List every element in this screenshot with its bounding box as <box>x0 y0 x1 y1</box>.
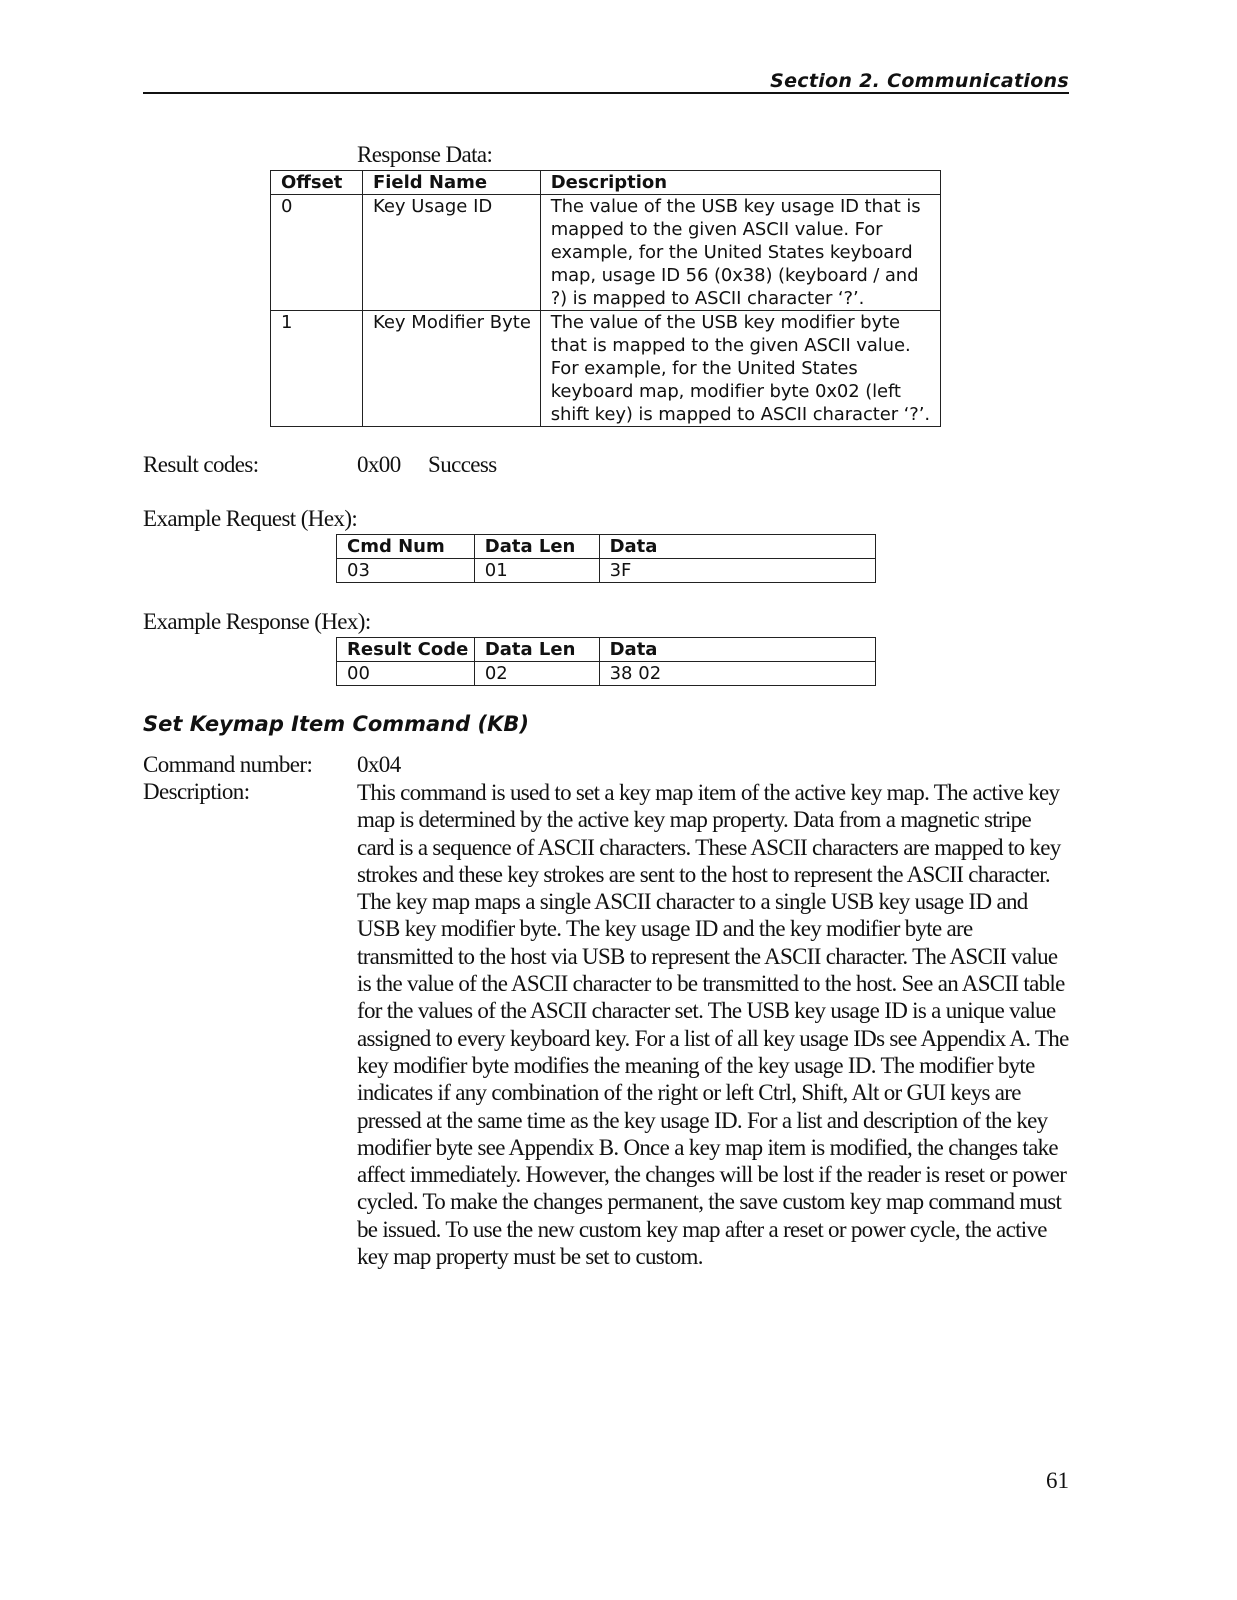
section-header: Section 2. Communications <box>770 70 1069 92</box>
field-name-cell: Key Modifier Byte <box>362 311 540 427</box>
response-data-table <box>270 170 941 427</box>
field-name-cell: Key Usage ID <box>362 195 540 311</box>
header-rule <box>143 92 1069 94</box>
offset-cell: 1 <box>271 311 363 427</box>
result-code-value: 0x00 <box>357 452 401 477</box>
response-data-caption: Response Data: <box>357 142 493 167</box>
table-cell: 00 <box>337 662 475 686</box>
description-cell: The value of the USB key usage ID that is mapped to the given ASCII value. For example, for the United States keyboard map, usage ID 56 (0x38) (keyboard / and ?) is mapped to ASCII character ‘?’. <box>540 195 940 311</box>
table-cell: 02 <box>474 662 599 686</box>
column-header: Data <box>599 638 875 662</box>
column-header: Data Len <box>474 535 599 559</box>
result-codes-label: Result codes: <box>143 452 259 477</box>
example-request-caption: Example Request (Hex): <box>143 506 358 531</box>
example-response-caption: Example Response (Hex): <box>143 609 371 634</box>
column-header: Field Name <box>362 171 540 195</box>
offset-cell: 0 <box>271 195 363 311</box>
column-header: Offset <box>271 171 363 195</box>
table-header-row <box>337 535 876 559</box>
command-number-label: Command number: <box>143 752 313 777</box>
result-code-meaning: Success <box>428 452 497 477</box>
column-header: Data <box>599 535 875 559</box>
table-row <box>337 662 876 686</box>
column-header: Description <box>540 171 940 195</box>
example-response-table <box>336 637 876 686</box>
description-label: Description: <box>143 779 250 804</box>
column-header: Result Code <box>337 638 475 662</box>
description-cell: The value of the USB key modifier byte that is mapped to the given ASCII value. For example, for the United States keyboard map, modifier byte 0x02 (left shift key) is mapped to ASCII character ‘?’. <box>540 311 940 427</box>
description-body: This command is used to set a key map item of the active key map. The active key map is determined by the active key map property. Data from a magnetic stripe card is a sequence of ASCII characters. These ASCII characters are mapped to key strokes and these key strokes are sent to the host to represent the ASCII character. The key map maps a single ASCII character to a single USB key usage ID and USB key modifier byte. The key usage ID and the key modifier byte are transmitted to the host via USB to represent the ASCII character. The ASCII value is the value of the ASCII character to be transmitted to the host. See an ASCII table for the values of the ASCII character set. The USB key usage ID is a unique value assigned to every keyboard key. For a list of all key usage IDs see Appendix A. The key modifier byte modifies the meaning of the key usage ID. The modifier byte indicates if any combination of the right or left Ctrl, Shift, Alt or GUI keys are pressed at the same time as the key usage ID. For a list and description of the key modifier byte see Appendix B. Once a key map item is modified, the changes take affect immediately. However, the changes will be lost if the reader is reset or power cycled. To make the changes permanent, the save custom key map command must be issued. To use the new custom key map after a reset or power cycle, the active key map property must be set to custom. <box>357 780 1069 1270</box>
table-row <box>337 559 876 583</box>
column-header: Data Len <box>474 638 599 662</box>
table-cell: 3F <box>599 559 875 583</box>
column-header: Cmd Num <box>337 535 475 559</box>
example-request-table <box>336 534 876 583</box>
page-number: 61 <box>1046 1468 1069 1493</box>
table-cell: 03 <box>337 559 475 583</box>
section-heading: Set Keymap Item Command (KB) <box>143 712 529 736</box>
table-cell: 38 02 <box>599 662 875 686</box>
table-row <box>271 311 941 427</box>
command-number-value: 0x04 <box>357 752 401 777</box>
table-cell: 01 <box>474 559 599 583</box>
table-row <box>271 195 941 311</box>
table-header-row <box>271 171 941 195</box>
table-header-row <box>337 638 876 662</box>
